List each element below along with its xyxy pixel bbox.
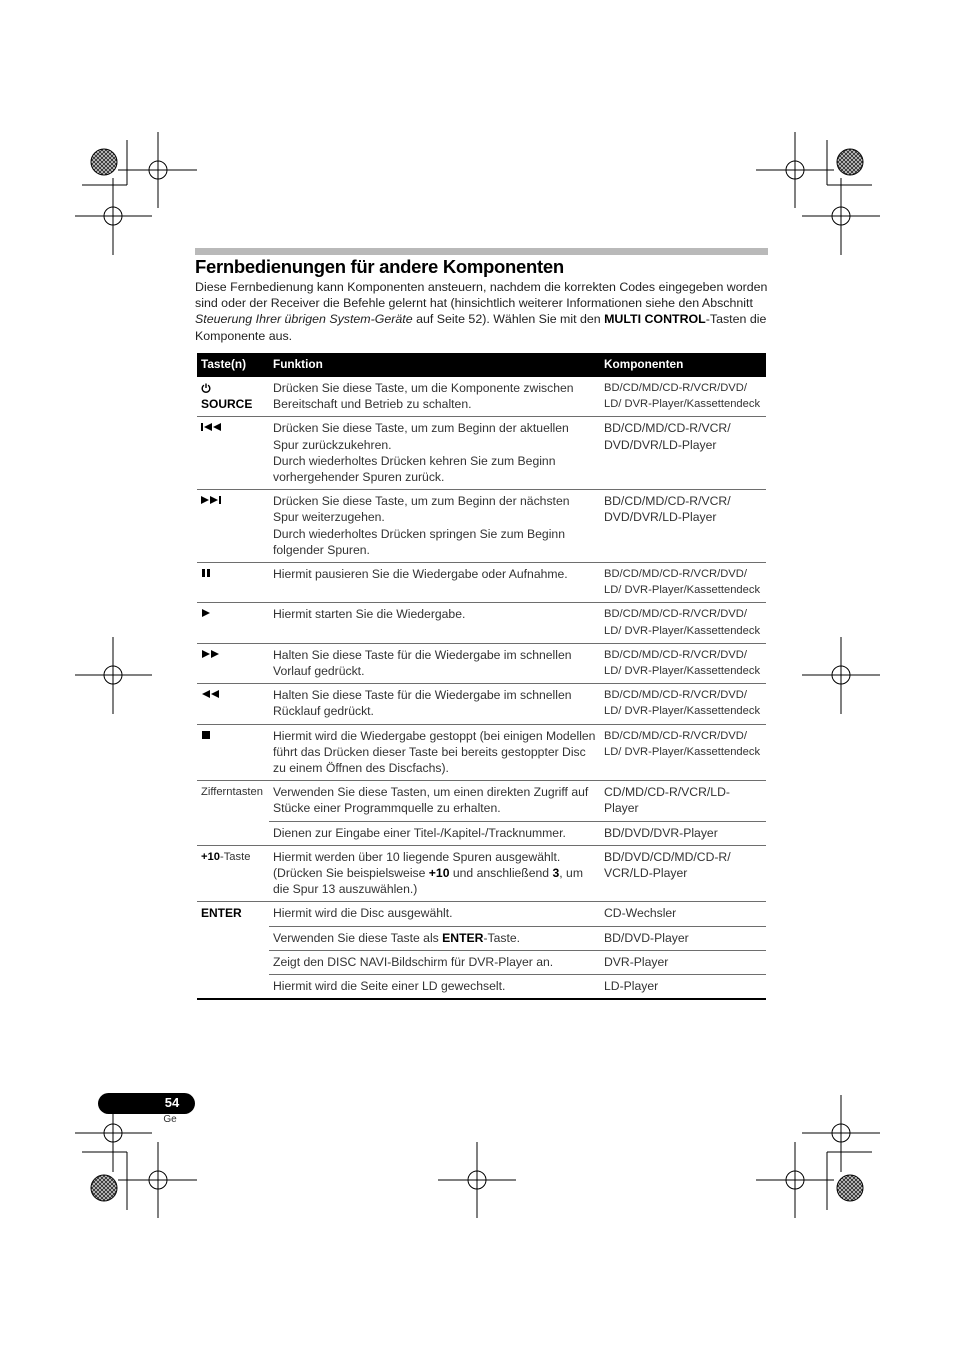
pause-icon	[201, 568, 211, 578]
key-label: SOURCE	[201, 397, 253, 412]
intro-paragraph	[195, 279, 770, 344]
crop-mark-top-right	[756, 132, 880, 255]
header-components: Komponenten	[600, 353, 766, 377]
key-label-suffix: -Taste	[219, 850, 251, 863]
function-cell: Hiermit wird die Wiedergabe gestoppt (bei einigen Modellen führt das Drücken dieser Taste bei bereits gestoppter Disc zu einem Öffnen des Discfachs).	[273, 728, 596, 776]
crop-mark-bottom-right	[756, 1095, 880, 1218]
key-cell	[197, 684, 269, 724]
table-row	[197, 821, 766, 845]
function-cell: Verwenden Sie diese Tasten, um einen direkten Zugriff auf Stücke einer Programmquelle zu erhalten.	[273, 785, 589, 816]
key-cell: ENTER	[201, 906, 242, 921]
function-text: Verwenden Sie diese Taste als	[273, 930, 443, 945]
skip-forward-icon	[201, 495, 223, 505]
remote-keys-table	[197, 353, 766, 1000]
header-keys: Taste(n)	[197, 353, 269, 377]
components-cell: LD-Player	[600, 975, 766, 1000]
page-title: Fernbedienungen für andere Komponenten	[195, 256, 564, 277]
crop-mark-bottom-center	[438, 1142, 516, 1218]
play-icon	[201, 608, 211, 618]
components-cell: BD/CD/MD/CD-R/VCR/DVD/ LD/ DVR-Player/Kassettendeck	[604, 568, 761, 597]
table-row	[197, 950, 766, 974]
function-text: Drücken Sie diese Taste, um zum Beginn der aktuellen Spur zurückzukehren.	[273, 421, 569, 452]
key-cell	[197, 377, 269, 417]
function-cell	[269, 490, 600, 563]
crop-mark-mid-right	[802, 637, 880, 714]
components-cell: BD/CD/MD/CD-R/VCR/ DVD/DVR/LD-Player	[604, 494, 731, 525]
table-row	[197, 563, 766, 603]
fast-forward-icon	[201, 649, 221, 659]
function-text: -Taste.	[483, 930, 521, 945]
components-cell: BD/CD/MD/CD-R/VCR/DVD/ LD/ DVR-Player/Kassettendeck	[604, 689, 761, 718]
table-row	[197, 417, 766, 490]
header-function: Funktion	[269, 353, 600, 377]
key-cell	[197, 563, 269, 603]
key-cell	[197, 724, 269, 781]
function-cell: Hiermit wird die Seite einer LD gewechselt.	[269, 975, 600, 1000]
function-key: 3	[552, 866, 560, 881]
stop-icon	[201, 730, 211, 740]
table-row	[197, 975, 766, 1000]
function-cell: Hiermit pausieren Sie die Wiedergabe oder Aufnahme.	[273, 567, 568, 582]
intro-text: auf Seite 52). Wählen Sie mit den	[412, 312, 605, 327]
table-row	[197, 603, 766, 643]
function-cell: Hiermit wird die Disc ausgewählt.	[273, 906, 453, 921]
key-cell	[197, 417, 269, 490]
table-row	[197, 684, 766, 724]
table-row	[197, 724, 766, 781]
table-header-row	[197, 353, 766, 377]
components-cell: BD/CD/MD/CD-R/VCR/DVD/ LD/ DVR-Player/Kassettendeck	[604, 608, 761, 637]
table-row	[197, 926, 766, 950]
function-cell: Halten Sie diese Taste für die Wiedergabe im schnellen Vorlauf gedrückt.	[273, 647, 572, 679]
function-cell: Zeigt den DISC NAVI-Bildschirm für DVR-Player an.	[269, 950, 600, 974]
components-cell: CD/MD/CD-R/VCR/LD-Player	[604, 785, 730, 816]
components-cell: BD/CD/MD/CD-R/VCR/DVD/ LD/ DVR-Player/Kassettendeck	[604, 729, 761, 758]
table-row	[197, 643, 766, 683]
function-text: Durch wiederholtes Drücken kehren Sie zum Beginn vorhergehender Spuren zurück.	[273, 453, 556, 485]
crop-mark-mid-left	[75, 637, 152, 714]
components-cell: BD/DVD/CD/MD/CD-R/ VCR/LD-Player	[604, 849, 731, 881]
function-cell	[269, 845, 600, 902]
components-cell: BD/CD/MD/CD-R/VCR/ DVD/DVR/LD-Player	[604, 421, 731, 452]
function-key: +10	[428, 866, 450, 881]
components-cell: BD/DVD-Player	[600, 926, 766, 950]
intro-text: -Tasten die Komponente aus.	[195, 312, 767, 343]
function-cell: Dienen zur Eingabe einer Titel-/Kapitel-/Tracknummer.	[269, 821, 600, 845]
key-cell	[197, 845, 269, 902]
key-cell	[197, 643, 269, 683]
language-code: Ge	[163, 1114, 177, 1125]
table-row	[197, 902, 766, 926]
components-cell: BD/CD/MD/CD-R/VCR/DVD/ LD/ DVR-Player/Kassettendeck	[604, 648, 761, 678]
key-cell: Zifferntasten	[201, 786, 263, 799]
table-row	[197, 377, 766, 417]
function-text: Hiermit werden über 10 liegende Spuren ausgewählt. (Drücken Sie beispielsweise	[273, 849, 561, 881]
power-icon	[201, 383, 211, 393]
function-text: Durch wiederholtes Drücken springen Sie zum Beginn folgender Spuren.	[273, 526, 565, 557]
crop-mark-top-left	[75, 132, 197, 255]
table-row	[197, 490, 766, 563]
table-row	[197, 845, 766, 902]
intro-button-name: MULTI CONTROL	[604, 312, 706, 327]
function-text: und anschließend	[449, 866, 553, 881]
function-cell	[269, 926, 600, 950]
page-number: 54	[164, 1095, 180, 1110]
rewind-icon	[201, 689, 221, 699]
key-cell	[197, 603, 269, 643]
components-cell: BD/DVD/DVR-Player	[600, 821, 766, 845]
function-cell	[269, 417, 600, 490]
components-cell: CD-Wechsler	[604, 906, 677, 921]
function-text: Drücken Sie diese Taste, um zum Beginn der nächsten Spur weiterzugehen.	[273, 494, 570, 525]
components-cell: BD/CD/MD/CD-R/VCR/DVD/ LD/ DVR-Player/Kassettendeck	[604, 382, 761, 411]
skip-back-icon	[201, 422, 223, 432]
section-title-bar	[195, 248, 768, 255]
function-cell: Hiermit starten Sie die Wiedergabe.	[273, 607, 466, 622]
function-key: ENTER	[442, 930, 484, 945]
intro-reference: Steuerung Ihrer übrigen System-Geräte	[195, 312, 413, 327]
function-cell: Halten Sie diese Taste für die Wiedergabe im schnellen Rücklauf gedrückt.	[273, 688, 572, 719]
function-cell: Drücken Sie diese Taste, um die Komponente zwischen Bereitschaft und Betrieb zu schalten.	[273, 381, 574, 412]
key-label: +10	[201, 850, 220, 863]
components-cell: DVR-Player	[600, 950, 766, 974]
function-text: , um die Spur 13 auszuwählen.)	[273, 866, 583, 897]
intro-text: Diese Fernbedienung kann Komponenten ansteuern, nachdem die korrekten Codes eingegeben worden sind oder der Receiver die Befehle gelernt hat (hinsichtlich weiterer Informationen siehe den Abschnitt	[195, 280, 768, 311]
table-row	[197, 781, 766, 821]
key-cell	[197, 490, 269, 563]
